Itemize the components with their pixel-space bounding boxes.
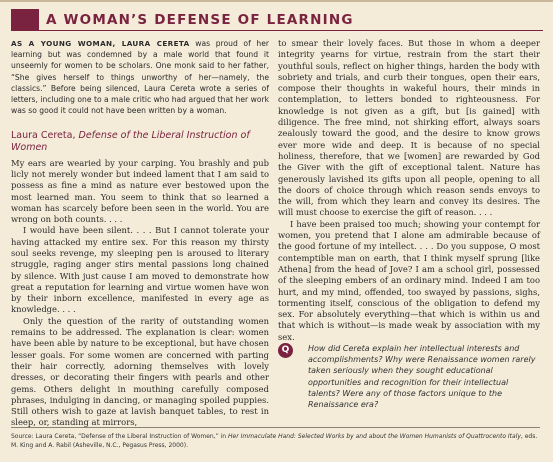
source-suffix: , eds. M. King and A. Rabil (Asheville, N.C., Pegasus Press, 2000). bbox=[11, 433, 538, 450]
document-author: Laura Cereta, bbox=[11, 130, 79, 142]
document-paragraph: to smear their lovely faces. But those in whom a deeper integrity yearns for virtue, restrain from the start their youthful souls, reflect on higher things, harden the body with sobriety and trials, and curb their tongues, open their ears, compose their thoughts in wakeful hours, their minds in contemplation, to letters bonded to righteousness. For knowledge is not given as a gift, but [is gained] with diligence. The free mind, not shirking effort, always soars zealously toward the good, and the desire to know grows ever more wide and deep. It is because of no special holiness, therefore, that we [women] are rewarded by God the Giver with the gift of exceptional talent. Nature has generously lavished its gifts upon all people, opening to all the doors of choice through which reason sends envoys to the will, from which they learn and convey its desires. The will must choose to exercise the gift of reason. . . . bbox=[278, 38, 540, 218]
question-badge-icon: Q bbox=[278, 343, 293, 358]
document-paragraph: I would have been silent. . . . But I cannot tolerate your having attacked my entire sex. For this reason my thirsty soul seeks revenge, my sleeping pen is aroused to literary struggle, raging anger stirs mental passions long chained by silence. With just cause I am moved to demonstrate how great a reputation for learning and virtue women have won by their inborn excellence, manifested in every age as knowledge. . . . bbox=[11, 225, 269, 315]
document-paragraph: My ears are wearied by your carping. You brashly and pub licly not merely wonder but indeed lament that I am said to possess as fine a mind as nature ever bestowed upon the most learned man. You seem to think that so learned a woman has scarcely before been seen in the world. You are wrong on both counts. . . . bbox=[11, 157, 269, 225]
title-underline bbox=[39, 30, 543, 31]
source-book-title: Her Immaculate Hand: Selected Works by and about the Women Humanists of Quattrocento Italy bbox=[228, 433, 521, 440]
document-paragraph: Only the question of the rarity of outstanding women remains to be addressed. The explanation is clear: women have been able by nature to be exceptional, but have chosen lesser goals. For some women are concerned with parting their hair correctly, adorning themselves with lovely dresses, or decorating their fingers with pearls and other gems. Others delight in mouthing carefully composed phrases, indulging in dancing, or managing spoiled puppies. Still others wish to gaze at lavish banquet tables, to rest in sleep, or, standing at mirrors, bbox=[11, 315, 269, 428]
document-paragraph: I have been praised too much; showing your contempt for women, you pretend that I alone am admirable because of the good fortune of my intellect. . . . Do you suppose, O most contemptible man on earth, that I think myself sprung [like Athena] from the head of Jove? I am a school girl, possessed of the sleeping embers of an ordinary mind. Indeed I am too hurt, and my mind, offended, too swayed by passions, sighs, tormenting itself, conscious of the obligation to defend my sex. For absolutely everything—that which is within us and that which is without—is made weak by association with my sex. bbox=[278, 218, 540, 342]
section-title: A WOMAN’S DEFENSE OF LEARNING bbox=[46, 12, 354, 28]
left-column bbox=[11, 38, 269, 429]
intro-text: was proud of her learning but was condemned by a male world that found it unseemly for women to be scholars. One monk said to her father, “She gives herself to things unworthy of her—namely, the classics.” Before being silenced, Laura Cereta wrote a series of letters, including one to a male critic who had argued that her work was so good it could not have been written by a woman. bbox=[11, 39, 269, 116]
source-prefix: Source: Laura Cereta, “Defense of the Liberal Instruction of Women,” in bbox=[11, 433, 228, 440]
top-border bbox=[0, 0, 553, 2]
document-work-title: Defense of the Liberal Instruction of Women bbox=[11, 130, 250, 154]
question-text: How did Cereta explain her intellectual interests and accomplishments? Why were Renaissance women rarely taken seriously when they sought educational opportunities and recognition for their intellectual talents? Were any of those factors unique to the Renaissance era? bbox=[308, 344, 536, 410]
document-heading bbox=[11, 130, 269, 153]
source-divider bbox=[11, 427, 540, 428]
intro-lead: AS A YOUNG WOMAN, LAURA CERETA bbox=[11, 39, 190, 48]
title-color-block bbox=[11, 9, 39, 31]
source-citation bbox=[11, 432, 540, 451]
intro-paragraph bbox=[11, 38, 269, 116]
right-column bbox=[278, 38, 540, 343]
